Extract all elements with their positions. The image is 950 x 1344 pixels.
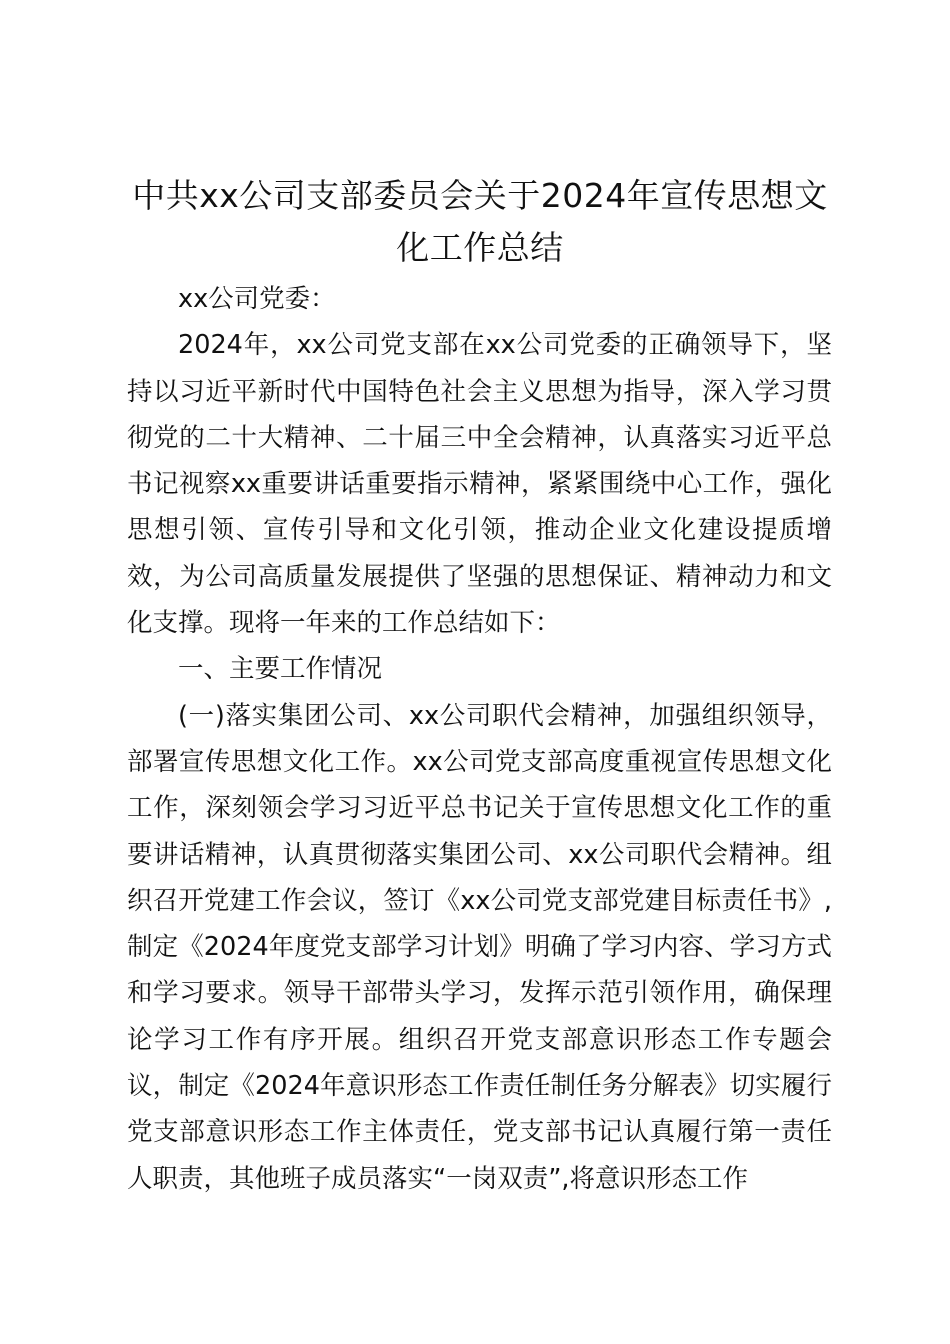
document-body [127, 276, 832, 1202]
paragraph-section-1: (一)落实集团公司、xx公司职代会精神，加强组织领导，部署宣传思想文化工作。xx公司党支部高度重视宣传思想文化工作，深刻领会学习习近平总书记关于宣传思想文化工作的重要讲话精神，认真贯彻落实集团公司、xx公司职代会精神。组织召开党建工作会议，签订《xx公司党支部党建目标责任书》,制定《2024年度党支部学习计划》明确了学习内容、学习方式和学习要求。领导干部带头学习，发挥示范引领作用，确保理论学习工作有序开展。组织召开党支部意识形态工作专题会议，制定《2024年意识形态工作责任制任务分解表》切实履行党支部意识形态工作主体责任，党支部书记认真履行第一责任人职责，其他班子成员落实“一岗双责”,将意识形态工作 [127, 700, 832, 1194]
salutation: xx公司党委： [178, 284, 336, 314]
document-title: 中共xx公司支部委员会关于2024年宣传思想文化工作总结 [132, 176, 828, 267]
paragraph-intro: 2024年，xx公司党支部在xx公司党委的正确领导下，坚持以习近平新时代中国特色社会主义思想为指导，深入学习贯彻党的二十大精神、二十届三中全会精神，认真落实习近平总书记视察xx重要讲话重要指示精神，紧紧围绕中心工作，强化思想引领、宣传引导和文化引领，推动企业文化建设提质增效，为公司高质量发展提供了坚强的思想保证、精神动力和文化支撑。现将一年来的工作总结如下： [127, 330, 832, 639]
section-heading: 一、主要工作情况 [178, 654, 383, 685]
